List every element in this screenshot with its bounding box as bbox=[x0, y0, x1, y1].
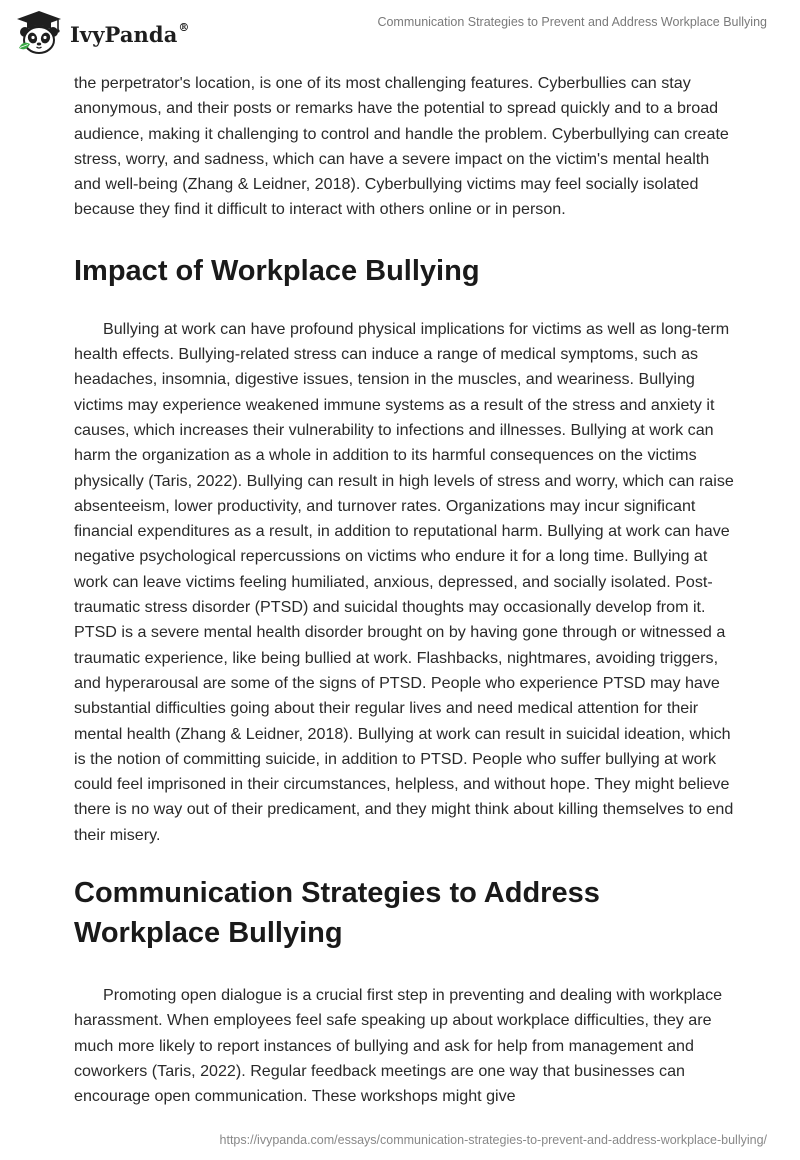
heading-impact: Impact of Workplace Bullying bbox=[74, 254, 480, 287]
heading-communication-strategies: Communication Strategies to Address Workplace Bullying bbox=[74, 877, 600, 950]
page-header bbox=[0, 0, 800, 70]
panda-graduate-icon bbox=[14, 8, 64, 58]
registered-mark: ® bbox=[178, 20, 190, 34]
paragraph-communication: Promoting open dialogue is a crucial first step in preventing and dealing with workplace harassment. When employees feel safe speaking up about workplace difficulties, they are much more likely to report instances of bullying and ask for help from management and coworkers (Taris, 2022). Regular feedback meetings are one way that businesses can encourage open communication. These workshops might give bbox=[74, 986, 723, 1106]
document-title: Communication Strategies to Prevent and Address Workplace Bullying bbox=[377, 15, 767, 29]
paragraph-intro: the perpetrator's location, is one of its most challenging features. Cyberbullies can stay anonymous, and their posts or remarks have the potential to spread quickly and to a broad audience, making it challenging to control and handle the problem. Cyberbullying can create stress, worry, and sadness, which can have a severe impact on the victim's mental health and well-being (Zhang & Leidner, 2018). Cyberbullying victims may feel socially isolated because they find it difficult to interact with others online or in person. bbox=[74, 74, 729, 219]
source-url[interactable]: https://ivypanda.com/essays/communication-strategies-to-prevent-and-address-workplace-bullying/ bbox=[219, 1133, 767, 1147]
essay-body bbox=[74, 71, 734, 1110]
logo-wordmark: IvyPanda® bbox=[70, 20, 190, 47]
paragraph-impact: Bullying at work can have profound physical implications for victims as well as long-term health effects. Bullying-related stress can induce a range of medical symptoms, such as headaches, insomnia, digestive issues, tension in the muscles, and weariness. Bullying victims may experience weakened immune systems as a result of the stress and anxiety it causes, which increases their vulnerability to infections and illnesses. Bullying at work can harm the organization as a whole in addition to its harmful consequences on the victims physically (Taris, 2022). Bullying can result in high levels of stress and worry, which can raise absenteeism, lower productivity, and turnover rates. Organizations may incur significant financial expenditures as a result, in addition to reputational harm. Bullying at work can have negative psychological repercussions on victims who endure it for a long time. Bullying at work can leave victims feeling humiliated, anxious, depressed, and socially isolated. Post-traumatic stress disorder (PTSD) and suicidal thoughts may occasionally develop from it. PTSD is a severe mental health disorder brought on by having gone through or witnessed a traumatic experience, like being bullied at work. Flashbacks, nightmares, avoiding triggers, and hyperarousal are some of the signs of PTSD. People who experience PTSD may have substantial difficulties going about their regular lives and need medical attention for their mental health (Zhang & Leidner, 2018). Bullying at work can result in suicidal ideation, which is the notion of committing suicide, in addition to PTSD. People who suffer bullying at work could feel imprisoned in their circumstances, helpless, and without hope. They might believe there is no way out of their predicament, and they might think about killing themselves to end their misery. bbox=[74, 319, 734, 844]
ivypanda-logo[interactable] bbox=[14, 8, 190, 58]
